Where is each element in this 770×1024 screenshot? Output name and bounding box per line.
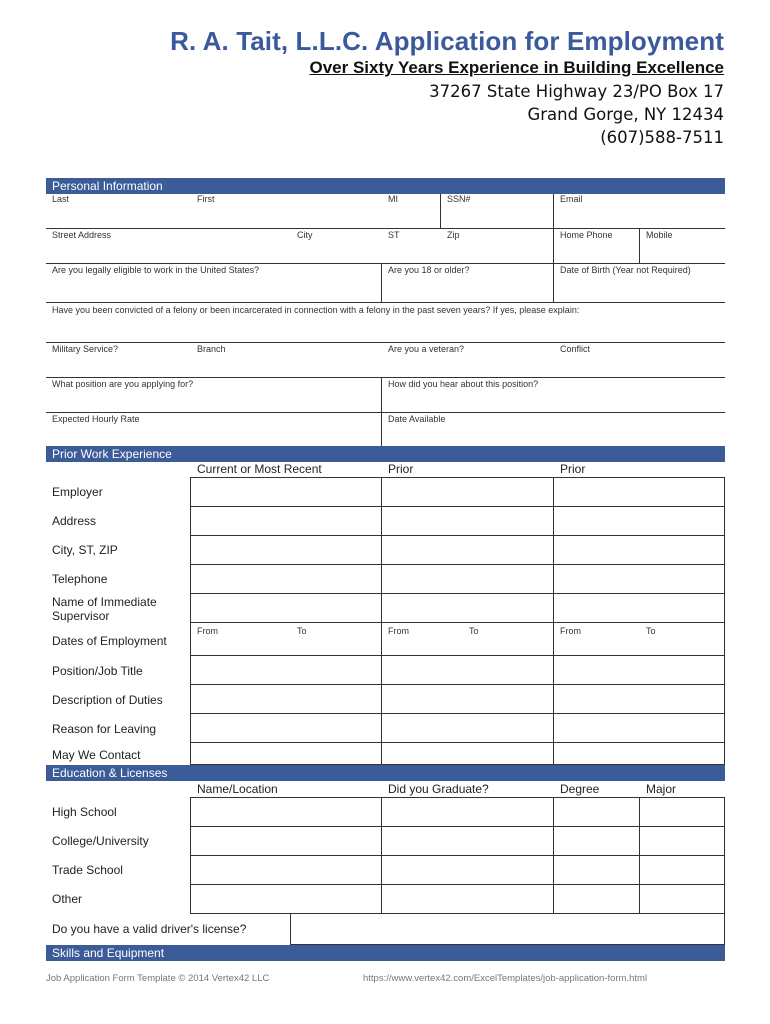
felony-label: Have you been convicted of a felony or been incarcerated in connection with a felony in the past seven years? If yes, please explain: [52,305,580,315]
address-line-2: Grand Gorge, NY 12434 [527,105,724,124]
grid-line [190,742,725,743]
branch-label: Branch [197,344,226,354]
row-trade-school: Trade School [52,863,123,877]
grid-divider [381,477,382,765]
divider [553,228,554,263]
to-label: To [297,626,307,636]
dob-label: Date of Birth (Year not Required) [560,265,691,275]
grid-line [190,506,725,507]
veteran-label: Are you a veteran? [388,344,465,354]
from-label: From [388,626,409,636]
first-name-label: First [197,194,215,204]
to-label: To [646,626,656,636]
grid-line [190,564,725,565]
form-title: R. A. Tait, L.L.C. Application for Employment [170,26,724,56]
hear-label: How did you hear about this position? [388,379,539,389]
to-label: To [469,626,479,636]
divider [639,228,640,263]
edu-col-degree: Degree [560,782,600,796]
row-duties: Description of Duties [52,693,163,707]
row-other: Other [52,892,83,906]
divider [553,263,554,302]
row-city-st-zip: City, ST, ZIP [52,543,118,557]
section-prior-work-experience: Prior Work Experience [46,446,725,462]
divider [440,194,441,228]
field-line [46,412,725,413]
grid-line [190,684,725,685]
row-employer: Employer [52,485,103,499]
form-header [170,26,724,149]
address-line-1: 37267 State Highway 23/PO Box 17 [429,82,724,101]
edu-col-major: Major [646,782,677,796]
grid-line [190,713,725,714]
row-dates-employment: Dates of Employment [52,634,167,648]
section-education-licenses: Education & Licenses [46,765,725,781]
street-address-label: Street Address [52,230,112,240]
last-name-label: Last [52,194,70,204]
section-personal-information: Personal Information [46,178,725,194]
section-skills-equipment: Skills and Equipment [46,945,725,961]
drivers-license-label: Do you have a valid driver's license? [52,922,247,936]
grid-line [190,884,725,885]
mi-label: MI [388,194,398,204]
available-label: Date Available [388,414,446,424]
city-label: City [297,230,313,240]
company-phone: (607)588-7511 [600,128,724,147]
home-phone-label: Home Phone [560,230,613,240]
from-label: From [560,626,581,636]
row-college: College/University [52,834,149,848]
grid-line [190,855,725,856]
email-label: Email [560,194,583,204]
conflict-label: Conflict [560,344,591,354]
work-col-prior-1: Prior [388,462,414,476]
field-line [46,302,725,303]
grid-line [190,655,725,656]
row-position-title: Position/Job Title [52,664,143,678]
rate-label: Expected Hourly Rate [52,414,140,424]
divider [553,194,554,228]
footer-url[interactable]: https://www.vertex42.com/ExcelTemplates/job-application-form.html [363,973,648,984]
divider [381,377,382,412]
grid-line [190,535,725,536]
row-telephone: Telephone [52,572,108,586]
from-label: From [197,626,218,636]
grid-divider [553,477,554,765]
grid-line [190,622,725,623]
age-18-label: Are you 18 or older? [388,265,470,275]
position-label: What position are you applying for? [52,379,194,389]
field-line [46,342,725,343]
row-reason-leaving: Reason for Leaving [52,722,157,736]
state-label: ST [388,230,400,240]
field-line [46,263,725,264]
divider [381,412,382,446]
zip-label: Zip [447,230,460,240]
work-col-current: Current or Most Recent [197,462,322,476]
field-line [46,377,725,378]
mobile-label: Mobile [646,230,673,240]
field-line [46,228,725,229]
grid-line [190,593,725,594]
ssn-label: SSN# [447,194,471,204]
row-supervisor: Name of Immediate Supervisor [52,595,157,623]
divider [381,263,382,302]
work-experience-grid [190,477,725,765]
footer-copyright: Job Application Form Template © 2014 Vertex42 LLC [46,973,270,984]
military-label: Military Service? [52,344,119,354]
drivers-license-field[interactable] [290,913,725,945]
eligible-label: Are you legally eligible to work in the United States? [52,265,260,275]
edu-col-name-location: Name/Location [197,782,278,796]
row-may-contact: May We Contact [52,748,141,762]
company-tagline: Over Sixty Years Experience in Building Excellence [309,58,724,77]
grid-line [190,826,725,827]
row-high-school: High School [52,805,117,819]
edu-col-graduate: Did you Graduate? [388,782,489,796]
row-address: Address [52,514,97,528]
work-col-prior-2: Prior [560,462,586,476]
